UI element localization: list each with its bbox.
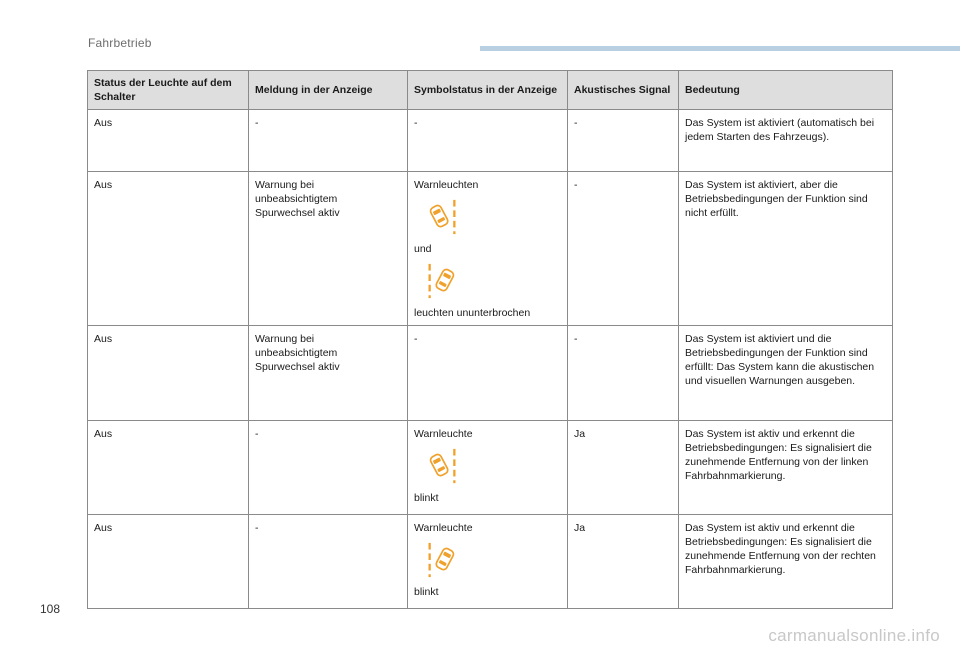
meldung-line: Warnung bei: [255, 179, 315, 191]
meldung-line: Spurwechsel aktiv: [255, 207, 340, 219]
cell-signal: -: [568, 110, 679, 172]
cell-bedeutung: Das System ist aktiviert, aber die Betriebsbedingungen der Funktion sind nicht erfüllt.: [679, 172, 893, 326]
cell-status: Aus: [88, 172, 249, 326]
lane-departure-left-icon: [422, 198, 462, 236]
symbol-text: blinkt: [414, 492, 439, 504]
cell-symbol: [408, 515, 568, 609]
header-meldung: Meldung in der Anzeige: [249, 71, 408, 110]
cell-symbol: [408, 110, 568, 172]
symbol-text: -: [414, 117, 418, 129]
cell-meldung: [249, 326, 408, 421]
symbol-text: leuchten ununterbrochen: [414, 307, 531, 319]
cell-bedeutung: Das System ist aktiviert und die Betriebsbedingungen der Funktion sind erfüllt: Das System kann die akustischen und visuellen Warnungen ausgeben.: [679, 326, 893, 421]
cell-meldung: [249, 110, 408, 172]
symbol-text: -: [414, 333, 418, 345]
table-row: [88, 326, 893, 421]
cell-status: Aus: [88, 515, 249, 609]
header-status: Status der Leuchte auf dem Schalter: [88, 71, 249, 110]
cell-meldung: [249, 421, 408, 515]
meldung-line: Spurwechsel aktiv: [255, 361, 340, 373]
lane-departure-right-icon: [422, 262, 462, 300]
meldung-line: Warnung bei: [255, 333, 315, 345]
table-row: [88, 172, 893, 326]
cell-bedeutung: Das System ist aktiviert (automatisch bei jedem Starten des Fahrzeugs).: [679, 110, 893, 172]
lane-departure-left-icon: [422, 447, 462, 485]
table-row: [88, 515, 893, 609]
symbol-text: blinkt: [414, 586, 439, 598]
cell-meldung: [249, 515, 408, 609]
cell-bedeutung: Das System ist aktiv und erkennt die Betriebsbedingungen: Es signalisiert die zunehmende Entfernung von der rechten Fahrbahnmarkierung.: [679, 515, 893, 609]
meldung-line: unbeabsichtigtem: [255, 193, 338, 205]
lane-departure-right-icon: [422, 541, 462, 579]
cell-signal: -: [568, 326, 679, 421]
page-number: 108: [40, 602, 61, 616]
cell-symbol: [408, 326, 568, 421]
table-row: [88, 110, 893, 172]
cell-symbol: [408, 172, 568, 326]
watermark: carmanualsonline.info: [768, 626, 940, 645]
header-accent-bar: [480, 46, 960, 51]
cell-status: Aus: [88, 421, 249, 515]
symbol-text: Warnleuchte: [414, 522, 473, 534]
cell-bedeutung: Das System ist aktiv und erkennt die Betriebsbedingungen: Es signalisiert die zunehmende Entfernung von der linken Fahrbahnmarkierung.: [679, 421, 893, 515]
status-table: [87, 70, 893, 609]
header-bedeutung: Bedeutung: [679, 71, 893, 110]
header-symbol: Symbolstatus in der Anzeige: [408, 71, 568, 110]
cell-signal: -: [568, 172, 679, 326]
cell-signal: Ja: [568, 421, 679, 515]
cell-status: Aus: [88, 326, 249, 421]
cell-signal: Ja: [568, 515, 679, 609]
table-row: [88, 421, 893, 515]
table-header-row: [88, 71, 893, 110]
meldung-line: unbeabsichtigtem: [255, 347, 338, 359]
cell-status: Aus: [88, 110, 249, 172]
cell-symbol: [408, 421, 568, 515]
section-title: Fahrbetrieb: [88, 36, 152, 50]
symbol-text: und: [414, 243, 432, 255]
symbol-text: Warnleuchte: [414, 428, 473, 440]
meldung-line: -: [255, 117, 259, 129]
header-signal: Akustisches Signal: [568, 71, 679, 110]
meldung-line: -: [255, 428, 259, 440]
meldung-line: -: [255, 522, 259, 534]
cell-meldung: [249, 172, 408, 326]
symbol-text: Warnleuchten: [414, 179, 479, 191]
